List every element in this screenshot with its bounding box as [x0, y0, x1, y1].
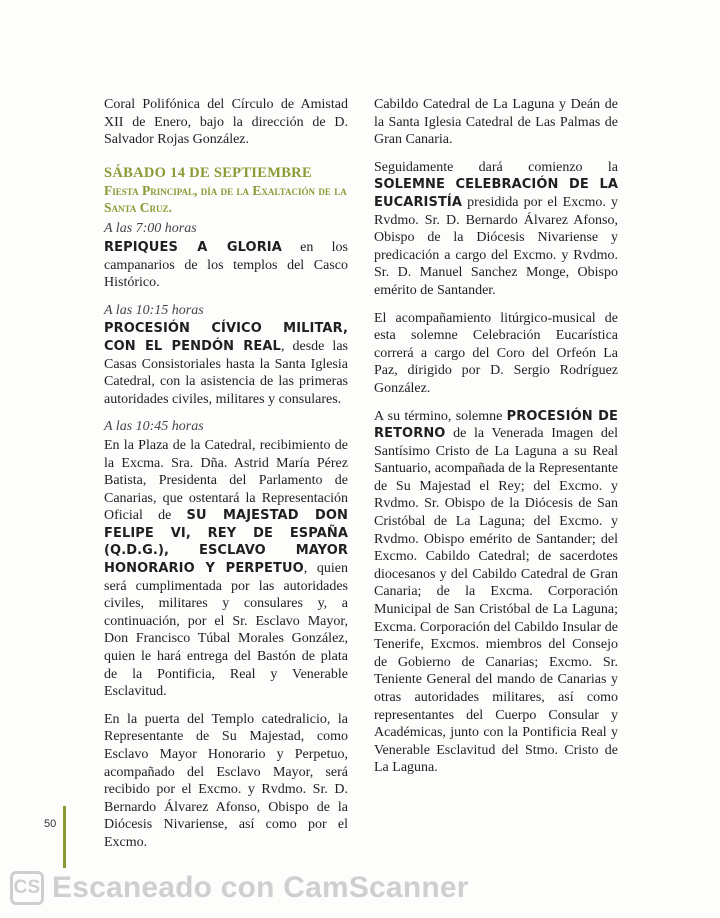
return-title: PROCESIÓN DE RETORNO — [374, 408, 618, 442]
event-time-3: A las 10:45 horas — [104, 419, 204, 435]
event-text-3 — [104, 437, 348, 701]
cabildo-paragraph: Cabildo Catedral de La Laguna y Deán de la Santa Iglesia Catedral de Las Palmas de Gran Canaria. — [374, 97, 618, 148]
event-desc-3a: En la Plaza de la Catedral, recibimiento de la Excma. Sra. Dña. Astrid María Pérez Batista, Presidenta del Parlamento de Canarias, que ostentará la Representación Oficial de — [104, 437, 348, 524]
saturday-heading: SÁBADO 14 DE SEPTIEMBRE — [104, 164, 312, 181]
event-desc-2: , desde las Casas Consistoriales hasta la Santa Iglesia Catedral, con la asistencia de las primeras autoridades civiles, militares y consulares. — [104, 338, 348, 407]
page-number-bar — [63, 806, 66, 868]
event-title-2: PROCESIÓN CÍVICO MILITAR, CON EL PENDÓN REAL — [104, 321, 348, 354]
camscanner-logo-icon: CS — [10, 871, 44, 905]
mass-title: SOLEMNE CELEBRACIÓN DE LA EUCARISTÍA — [374, 177, 618, 210]
door-paragraph: En la puerta del Templo catedralicio, la Representante de Su Majestad, como Esclavo Mayor Honorario y Perpetuo, acompañado del Esclavo Mayor, será recibido por el Excmo. y Rvdmo. Sr. D. Bernardo Álvarez Afonso, Obispo de la Diócesis Nivariense, así como por el Excmo. — [104, 711, 348, 850]
mass-desc-a: Seguidamente dará comienzo la — [374, 159, 618, 175]
event-text-2 — [104, 320, 348, 408]
event-text-1 — [104, 239, 348, 292]
event-time-1: A las 7:00 horas — [104, 221, 197, 237]
music-paragraph: El acompañamiento litúrgico-musical de esta solemne Celebración Eucarística correrá a cargo del Coro del Orfeón La Paz, dirigido por D. Sergio Rodríguez González. — [374, 310, 618, 396]
event-time-2: A las 10:15 horas — [104, 302, 204, 318]
saturday-subheading: Fiesta Principal, día de la Exaltación de la Santa Cruz. — [104, 183, 347, 216]
event-title-1: REPIQUES A GLORIA — [104, 239, 282, 255]
return-paragraph — [374, 408, 618, 777]
return-desc-b: de la Venerada Imagen del Santísimo Cristo de La Laguna a su Real Santuario, acompañada de la Representante de Su Majestad el Rey; del Excmo. y Rvdmo. Sr. Obispo de la Diócesis de San Cristóbal de La Laguna; del Excmo. y Rvdmo. Obispo emérito de Santander; del Excmo. Cabildo Catedral; de sacerdotes diocesanos y del Cabildo Catedral de Gran Canaria; de la Excma. Corporación Municipal de San Cristóbal de La Laguna; Excma. Corporación del Cabildo Insular de Tenerife, Excmos. miembros del Consejo de Gobierno de Canarias; Excmo. Sr. Teniente General del mando de Canarias y otras autoridades militares, así como representantes del Cuerpo Consular y Académicas, junto con la Pontificia Real y Venerable Esclavitud del Stmo. Cristo de La Laguna. — [374, 426, 618, 776]
event-desc-3b: , quien será cumplimentada por las autoridades civiles, militares y consulares y, a continuación, por el Sr. Esclavo Mayor, Don Francisco Túbal Morales González, quien le hará entrega del Bastón de plata de la Pontificia, Real y Venerable Esclavitud. — [104, 561, 348, 700]
intro-paragraph: Coral Polifónica del Círculo de Amistad XII de Enero, bajo la dirección de D. Salvador Rojas González. — [104, 97, 348, 148]
right-column — [374, 96, 618, 787]
event-desc-1: en los campanarios de los templos del Casco Histórico. — [104, 239, 348, 291]
return-desc-a: A su término, solemne — [374, 408, 507, 424]
page-number: 50 — [44, 818, 57, 830]
watermark-text: Escaneado con CamScanner — [52, 871, 469, 904]
camscanner-watermark — [10, 868, 469, 908]
event-title-3: SU MAJESTAD DON FELIPE VI, REY DE ESPAÑA (Q.D.G.), ESCLAVO MAYOR HONORARIO Y PERPETUO — [104, 508, 348, 577]
mass-desc-b: presidida por el Excmo. y Rvdmo. Sr. D. Bernardo Álvarez Afonso, Obispo de la Diócesis Nivariense y predicación a cargo del Excmo. y Rvdmo. Sr. D. Manuel Sanchez Monge, Obispo emérito de Santander. — [374, 194, 618, 298]
mass-paragraph — [374, 159, 618, 300]
left-column — [104, 96, 348, 862]
